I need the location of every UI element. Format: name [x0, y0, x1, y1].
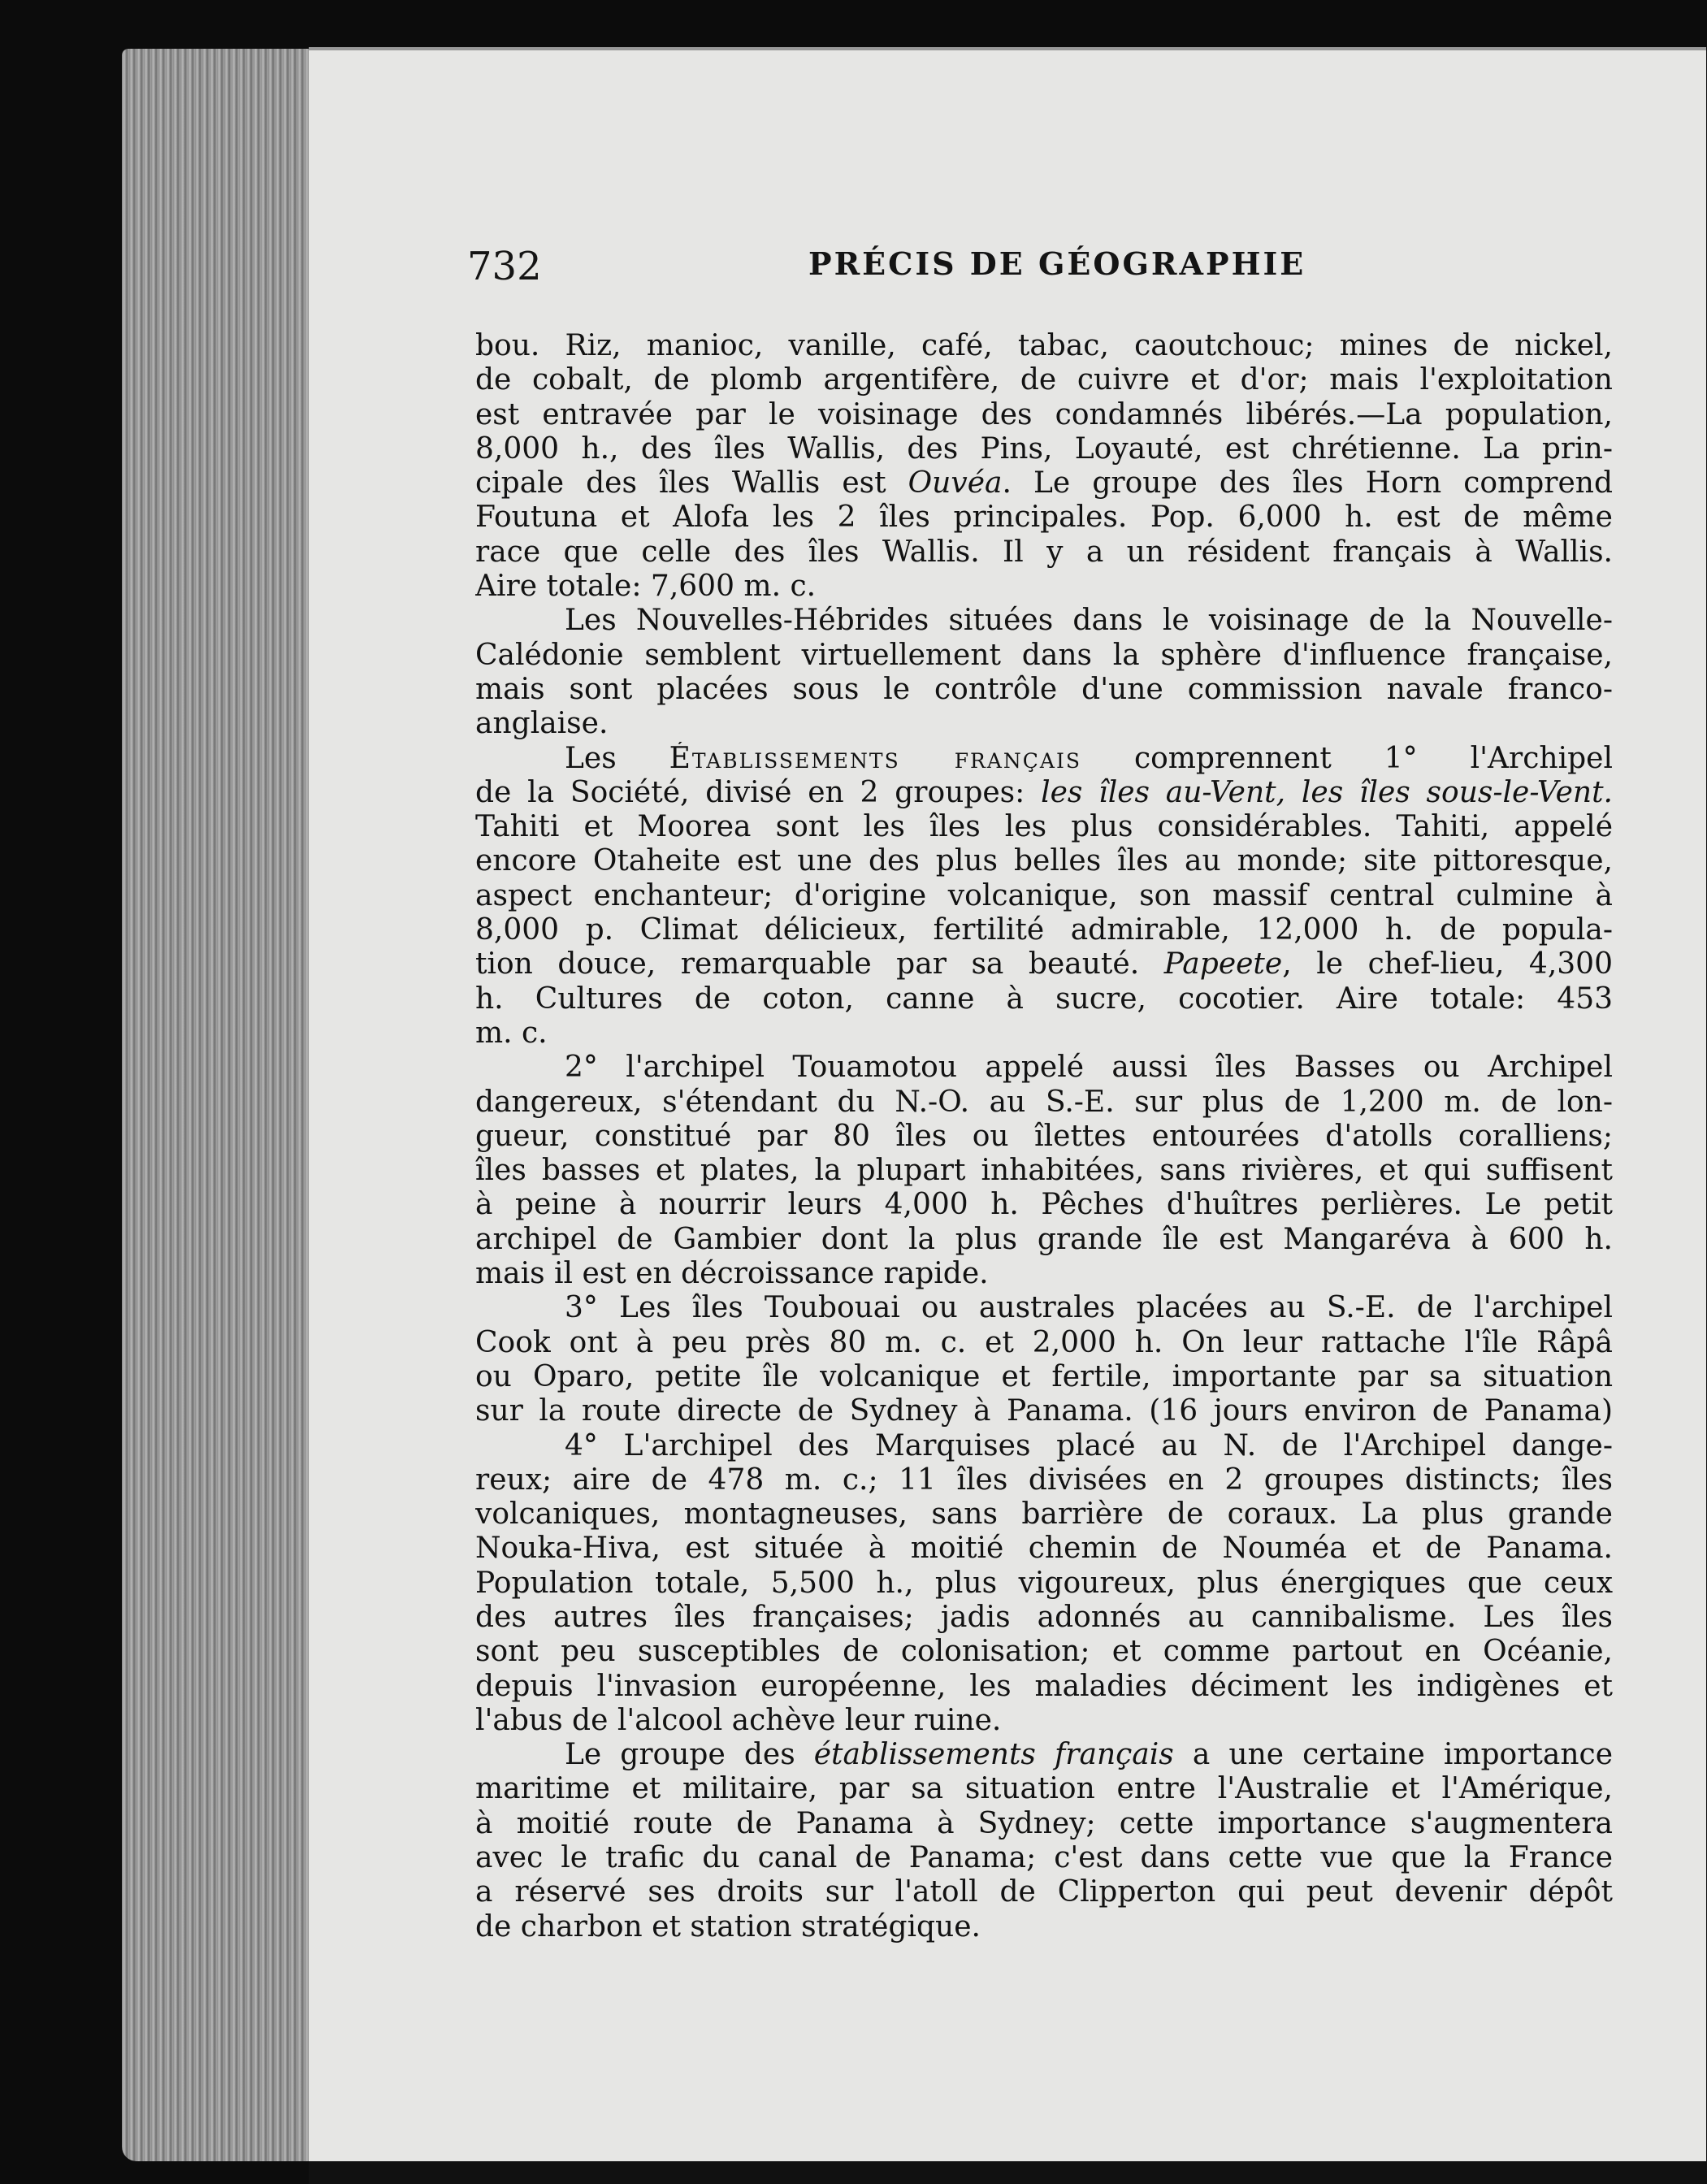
text-run: tion douce, remarquable par sa beauté.	[475, 947, 1164, 982]
text-run: comprennent 1° l'Archipel	[1081, 741, 1613, 775]
text-run: Les Nouvelles-Hébrides situées dans le voisinage de la Nouvelle-	[565, 604, 1613, 638]
text-run: Cook ont à peu près 80 m. c. et 2,000 h. On leur rattache l'île Râpâ	[475, 1325, 1613, 1359]
text-line	[475, 432, 1613, 466]
text-run: reux; aire de 478 m. c.; 11 îles divisées en 2 groupes distincts; îles	[475, 1462, 1613, 1497]
text-run: volcaniques, montagneuses, sans barrière de coraux. La plus grande	[475, 1497, 1613, 1532]
text-run: sur la route directe de Sydney à Panama. (16 jours environ de Panama)	[475, 1394, 1613, 1428]
text-run: l'abus de l'alcool achève leur ruine.	[475, 1703, 1002, 1737]
text-run: gueur, constitué par 80 îles ou îlettes entourées d'atolls coralliens;	[475, 1119, 1613, 1153]
text-line	[475, 1910, 1613, 1944]
text-run: cipale des îles Wallis est	[475, 466, 908, 500]
text-line	[475, 1497, 1613, 1532]
text-line	[475, 707, 1613, 741]
text-run: dangereux, s'étendant du N.-O. au S.-E. sur plus de 1,200 m. de lon-	[475, 1085, 1613, 1119]
italic-text: les îles au-Vent, les îles sous-le-Vent.	[1041, 775, 1613, 809]
text-line	[475, 1086, 1613, 1120]
text-run: Le groupe des	[565, 1738, 814, 1772]
text-run: bou. Riz, manioc, vanille, café, tabac, caoutchouc; mines de nickel,	[475, 329, 1613, 362]
text-run: îles basses et plates, la plupart inhabitées, sans rivières, et qui suffisent	[475, 1154, 1613, 1188]
italic-text: Papeete	[1163, 947, 1283, 982]
text-run: archipel de Gambier dont la plus grande île est Mangaréva à 600 h.	[475, 1222, 1613, 1256]
text-run: 3° Les îles Toubouai ou australes placées au S.-E. de l'archipel	[565, 1291, 1613, 1325]
italic-text: Ouvéa	[908, 466, 1003, 500]
text-line	[475, 844, 1613, 878]
text-line	[475, 329, 1613, 363]
text-line	[475, 1841, 1613, 1875]
text-line	[475, 913, 1613, 947]
text-line	[475, 570, 1613, 604]
text-run: . Le groupe des îles Horn comprend	[1002, 466, 1613, 500]
text-line	[475, 1257, 1613, 1291]
text-run: 8,000 p. Climat délicieux, fertilité admirable, 12,000 h. de popula-	[475, 913, 1613, 947]
text-line	[475, 1429, 1613, 1463]
text-run: Foutuna et Alofa les 2 îles principales. Pop. 6,000 h. est de même	[475, 500, 1613, 535]
text-run: Aire totale: 7,600 m. c.	[475, 570, 817, 604]
text-run: de charbon et station stratégique.	[475, 1909, 981, 1944]
text-line	[475, 1188, 1613, 1222]
text-line	[475, 1566, 1613, 1601]
book-page-edges	[122, 49, 325, 2161]
text-line	[475, 398, 1613, 432]
text-line	[475, 1601, 1613, 1635]
text-line	[475, 1704, 1613, 1738]
text-line	[475, 1463, 1613, 1497]
text-run: de cobalt, de plomb argentifère, de cuivre et d'or; mais l'exploitation	[475, 363, 1613, 397]
text-line	[475, 879, 1613, 913]
text-line	[475, 1772, 1613, 1806]
text-run: race que celle des îles Wallis. Il y a un résident français à Wallis.	[475, 535, 1613, 569]
text-line	[475, 1051, 1613, 1085]
text-run: à peine à nourrir leurs 4,000 h. Pêches d'huîtres perlières. Le petit	[475, 1188, 1613, 1222]
text-run: a réservé ses droits sur l'atoll de Clipperton qui peut devenir dépôt	[475, 1875, 1613, 1909]
text-run: des autres îles françaises; jadis adonnés au cannibalisme. Les îles	[475, 1600, 1613, 1634]
text-run: Les	[565, 741, 669, 775]
text-line	[475, 1291, 1613, 1325]
text-run: aspect enchanteur; d'origine volcanique, son massif central culmine à	[475, 878, 1613, 912]
text-run: anglaise.	[475, 707, 609, 741]
text-line	[475, 1360, 1613, 1394]
text-run: sont peu susceptibles de colonisation; et comme partout en Océanie,	[475, 1635, 1613, 1669]
text-line	[475, 776, 1613, 810]
text-run: 8,000 h., des îles Wallis, des Pins, Loyauté, est chrétienne. La prin-	[475, 431, 1613, 466]
text-run: , le chef-lieu, 4,300	[1282, 947, 1613, 982]
text-line	[475, 639, 1613, 673]
text-line	[475, 1670, 1613, 1704]
text-run: ou Oparo, petite île volcanique et fertile, importante par sa situation	[475, 1359, 1613, 1393]
text-run: 2° l'archipel Touamotou appelé aussi îles Basses ou Archipel	[565, 1051, 1613, 1085]
text-run: à moitié route de Panama à Sydney; cette importance s'augmentera	[475, 1806, 1613, 1840]
text-run: h. Cultures de coton, canne à sucre, cocotier. Aire totale: 453	[475, 982, 1613, 1016]
text-run: maritime et militaire, par sa situation entre l'Australie et l'Amérique,	[475, 1772, 1613, 1806]
text-line	[475, 947, 1613, 982]
text-line	[475, 673, 1613, 707]
text-run: depuis l'invasion européenne, les maladies déciment les indigènes et	[475, 1669, 1613, 1703]
text-run: Calédonie semblent virtuellement dans la sphère d'influence française,	[475, 638, 1613, 672]
text-line	[475, 1154, 1613, 1188]
text-run: de la Société, divisé en 2 groupes:	[475, 775, 1042, 809]
text-line	[475, 1120, 1613, 1154]
text-run: a une certaine importance	[1173, 1738, 1613, 1772]
text-line	[475, 535, 1613, 570]
text-run: m. c.	[475, 1016, 548, 1050]
text-run: 4° L'archipel des Marquises placé au N. de l'Archipel dange-	[565, 1428, 1613, 1462]
text-line	[475, 1738, 1613, 1772]
text-run: Nouka-Hiva, est située à moitié chemin de Nouméa et de Panama.	[475, 1532, 1613, 1566]
scan-border	[309, 2161, 1707, 2184]
text-run: avec le trafic du canal de Panama; c'est dans cette vue que la France	[475, 1841, 1613, 1875]
text-line	[475, 500, 1613, 535]
text-run: mais il est en décroissance rapide.	[475, 1257, 989, 1291]
page-number: 732	[467, 244, 542, 289]
text-line	[475, 1635, 1613, 1669]
text-run: mais sont placées sous le contrôle d'une commission navale franco-	[475, 672, 1613, 706]
text-run: encore Otaheite est une des plus belles îles au monde; site pittoresque,	[475, 844, 1613, 878]
text-line	[475, 1016, 1613, 1051]
text-line	[475, 1875, 1613, 1909]
text-run: Tahiti et Moorea sont les îles les plus considérables. Tahiti, appelé	[475, 810, 1613, 844]
text-line	[475, 466, 1613, 500]
running-head	[467, 244, 1605, 301]
body-text	[475, 329, 1613, 1944]
text-line	[475, 982, 1613, 1016]
text-run: Population totale, 5,500 h., plus vigoureux, plus énergiques que ceux	[475, 1566, 1613, 1600]
text-line	[475, 1532, 1613, 1566]
text-line	[475, 1223, 1613, 1257]
smallcaps-text: Établissements français	[669, 741, 1081, 775]
text-line	[475, 363, 1613, 397]
text-line	[475, 1326, 1613, 1360]
text-line	[475, 1394, 1613, 1428]
text-line	[475, 742, 1613, 776]
text-line	[475, 604, 1613, 638]
text-run: est entravée par le voisinage des condamnés libérés.—La population,	[475, 397, 1613, 431]
text-line	[475, 1807, 1613, 1841]
page-title: PRÉCIS DE GÉOGRAPHIE	[808, 245, 1306, 282]
italic-text: établissements français	[813, 1738, 1174, 1772]
text-line	[475, 810, 1613, 844]
